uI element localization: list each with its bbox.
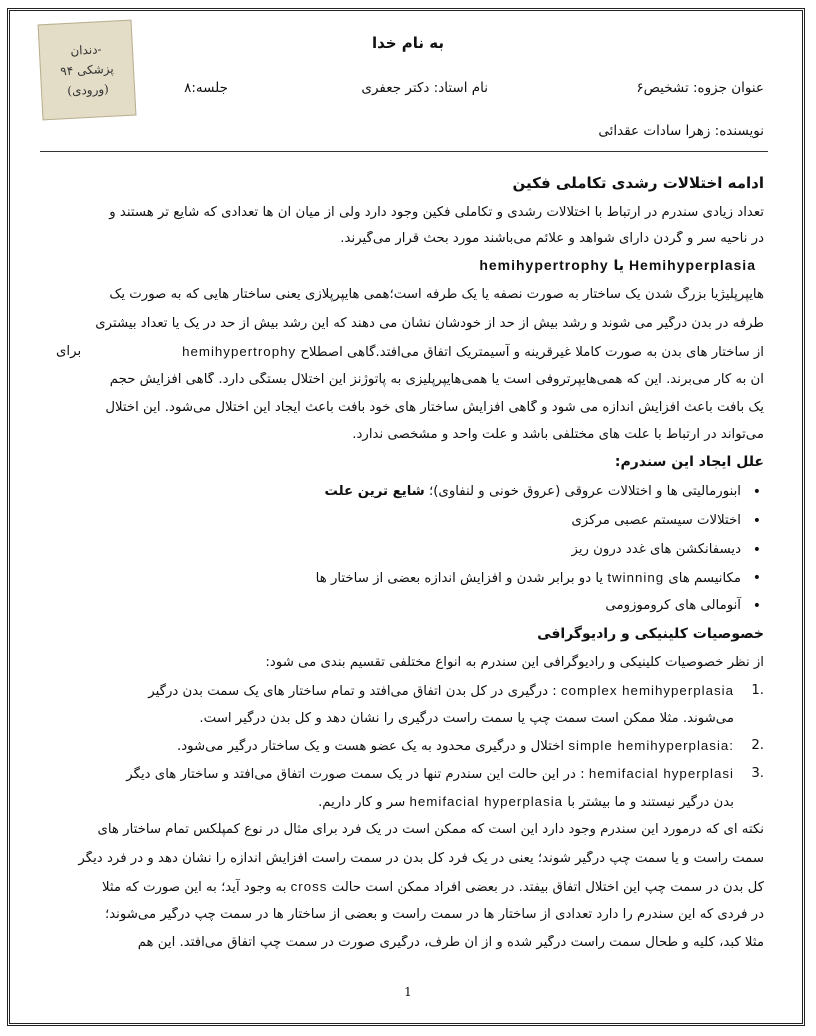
list-item bbox=[571, 513, 741, 528]
list-item-continuation: می‌شوند. مثلا ممکن است سمت چپ یا سمت راست درگیری را نشان دهد و کل بدن درگیر است. bbox=[199, 711, 734, 726]
paragraph-line bbox=[102, 879, 764, 895]
text-run: اختلال و درگیری محدود به یک عضو هست و یک ساختار درگیر می‌شود. bbox=[177, 739, 565, 754]
paragraph-line: سمت راست و یا سمت چپ درگیر شوند؛ یعنی در یک فرد کل بدن در سمت راست افزایش اندازه را نشان دهد و در فرد دیگر bbox=[78, 851, 764, 866]
list-item-text: ابنورمالیتی ها و اختلالات عروقی (عروق خونی و لنفاوی)؛ bbox=[429, 484, 741, 499]
list-item-emphasis: شایع ترین علت bbox=[324, 484, 425, 499]
session-number: جلسه:۸ bbox=[184, 80, 228, 96]
term-cross: cross bbox=[290, 879, 328, 894]
term-inline: hemifacial hyperplasi bbox=[588, 766, 734, 781]
paragraph-line: از نظر خصوصیات کلینیکی و رادیوگرافی این سندرم به انواع مختلفی تقسیم بندی می شود: bbox=[265, 655, 764, 670]
term-inline: simple hemihyperplasia: bbox=[568, 738, 734, 753]
list-item-continuation bbox=[318, 794, 734, 810]
paragraph-line: آن به کار می‌برند. این که همی‌هایپرتروفی است یا همی‌هایپرپلیزی به پاتوژنز این اختلال بستگی دارد. گاهی افزایش حجم bbox=[109, 372, 764, 387]
list-item-text: اختلالات سیستم عصبی مرکزی bbox=[571, 513, 741, 528]
or-word: یا bbox=[613, 258, 625, 274]
list-item bbox=[316, 570, 741, 586]
list-item bbox=[177, 738, 734, 754]
stamp-line: دندان- bbox=[69, 42, 102, 58]
list-item bbox=[605, 598, 741, 613]
instructor-name: نام استاد: دکتر جعفری bbox=[361, 80, 488, 96]
text-run: بدن درگیر نیستند و ما بیشتر با bbox=[567, 795, 734, 810]
paragraph-line: مثلا کبد، کلیه و طحال سمت راست درگیر شده و از آن طرف، درگیری صورت در سمت چپ اتفاق می‌افتد. این هم bbox=[137, 935, 764, 950]
text-run: کل بدن در سمت چپ این اختلال اتفاق بیفتد. در بعضی افراد ممکن است حالت bbox=[331, 880, 764, 895]
paragraph-line: می‌تواند در ارتباط با علت های مختلفی باشد و علت واحد و مشخصی ندارد. bbox=[352, 427, 764, 442]
list-number: 2. bbox=[751, 738, 764, 753]
list-item bbox=[571, 542, 741, 557]
text-run: برای bbox=[56, 344, 82, 359]
stamp-line: پزشکی ۹۴ bbox=[59, 61, 115, 79]
paragraph-line: هایپرپلیژیا بزرگ شدن یک ساختار به صورت نصفه یا یک طرفه است؛همی هایپرپلازی یعنی ساختار هایی که به صورت یک bbox=[109, 287, 764, 302]
section-heading: ادامه اختلالات رشدی تکاملی فکین bbox=[512, 174, 764, 192]
text-run: : درگیری در کل بدن اتفاق می‌افتد و تمام ساختار های یک سمت بدن درگیر bbox=[148, 684, 557, 699]
term-inline: hemifacial hyperplasia bbox=[409, 794, 564, 809]
list-number: 1. bbox=[751, 683, 764, 698]
term-hemihypertrophy: hemihypertrophy bbox=[479, 257, 609, 273]
stamp-line: (ورودی) bbox=[66, 81, 110, 99]
list-item-text: دیسفانکشن های غدد درون ریز bbox=[571, 542, 741, 557]
term-inline: complex hemihyperplasia bbox=[560, 683, 734, 698]
section-heading: خصوصیات کلینیکی و رادیوگرافی bbox=[537, 626, 764, 642]
text-run: سر و کار داریم. bbox=[318, 795, 406, 810]
paragraph-line: در فردی که این سندرم را دارد تعدادی از ساختار ها در سمت راست و بعضی از ساختار ها در سمت چپ درگیر می‌شوند؛ bbox=[104, 907, 764, 922]
list-item-text: آنومالی های کروموزومی bbox=[605, 598, 741, 613]
booklet-title: عنوان جزوه: تشخیص۶ bbox=[636, 80, 764, 96]
paragraph-line bbox=[182, 344, 764, 360]
list-item bbox=[148, 683, 734, 699]
term-inline: hemihypertrophy bbox=[182, 344, 297, 359]
page-number: 1 bbox=[404, 985, 412, 999]
list-item-text: یا دو برابر شدن و افزایش اندازه بعضی از ساختار ها bbox=[315, 571, 604, 586]
section-heading: علل ایجاد این سندرم: bbox=[614, 454, 764, 470]
header-divider bbox=[40, 151, 768, 152]
list-item bbox=[126, 766, 734, 782]
text-run: : در این حالت این سندرم تنها در یک سمت صورت اتفاق می‌افتد و ساختار های دیگر bbox=[126, 767, 585, 782]
list-item-text: مکانیسم های bbox=[668, 571, 741, 586]
text-run: به وجود آید؛ به این صورت که مثلا bbox=[101, 880, 287, 895]
paragraph-line: طرفه در بدن درگیر می شوند و رشد بیش از حد از خودشان نشان می دهند که این رشد بیش از حد در یک یا تعداد بیشتری bbox=[95, 316, 764, 331]
text-run: از ساختار های بدن به صورت کاملا غیرقرینه و آسیمتریک اتفاق می‌افتد.گاهی اصطلاح bbox=[300, 345, 764, 360]
subsection-heading bbox=[479, 257, 756, 274]
term-hemihyperplasia: Hemihyperplasia bbox=[628, 257, 756, 273]
list-item bbox=[325, 484, 741, 499]
paragraph-line: تعداد زیادی سندرم در ارتباط با اختلالات رشدی و تکاملی فکین وجود دارد ولی از میان آن ها تعدادی که شایع تر هستند و bbox=[109, 205, 764, 220]
paragraph-line: در ناحیه سر و گردن دارای شواهد و علائم می‌باشند مورد بحث قرار می‌گیرند. bbox=[340, 231, 764, 246]
page-title: به نام خدا bbox=[371, 34, 445, 52]
term-twinning: twinning bbox=[607, 570, 665, 585]
paragraph-line: یک بافت باعث افزایش اندازه می شود و گاهی افزایش ساختار های خود بافت باعث ایجاد این اختلال می‌شود. این اختلال bbox=[105, 400, 764, 415]
list-number: 3. bbox=[751, 766, 764, 781]
author-name: نویسنده: زهرا سادات عقدائی bbox=[598, 123, 764, 139]
paragraph-line: نکته ای که درمورد این سندرم وجود دارد این است که ممکن است در یک فرد برای مثال در نوع کمپلکس تمام ساختار های bbox=[97, 822, 764, 837]
